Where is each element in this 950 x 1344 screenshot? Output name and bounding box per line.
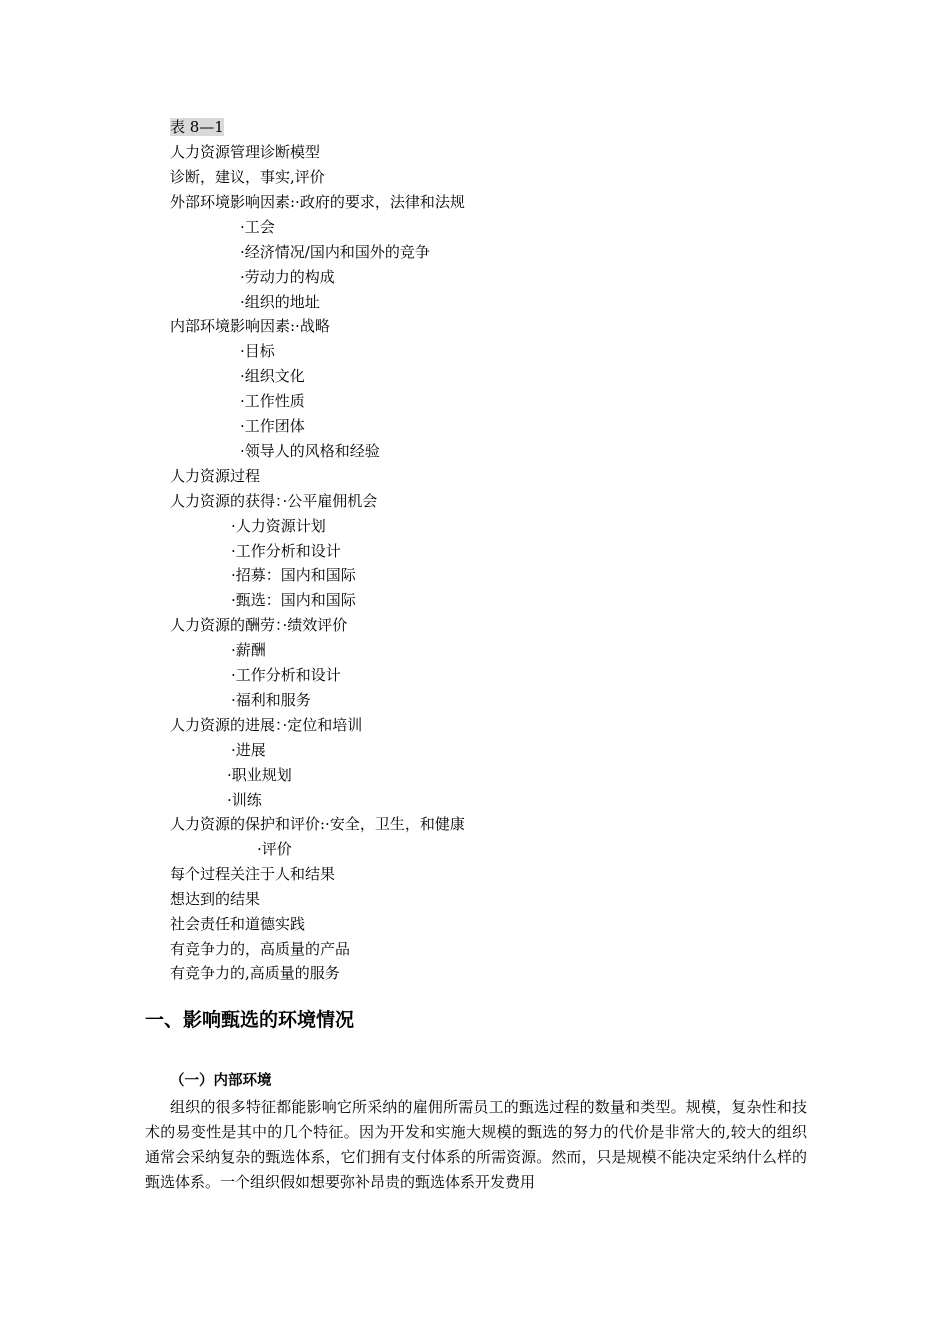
model-line: ·甄选：国内和国际 <box>231 591 356 609</box>
model-line: ·目标 <box>240 342 275 360</box>
model-line: 想达到的结果 <box>170 890 261 908</box>
table-caption-text: 表 8—1 <box>170 118 224 136</box>
model-line: 人力资源过程 <box>170 467 261 485</box>
body-paragraph: 组织的很多特征都能影响它所采纳的雇佣所需员工的甄选过程的数量和类型。规模，复杂性和技术的易变性是其中的几个特征。因为开发和实施大规模的甄选的努力的代价是非常大的,较大的组织通常会采纳复杂的甄选体系，它们拥有支付体系的所需资源。然而，只是规模不能决定采纳什么样的甄选体系。一个组织假如想要弥补昂贵的甄选体系开发费用 <box>145 1098 807 1191</box>
model-line: 有竞争力的,高质量的服务 <box>170 964 340 982</box>
model-line: ·工作性质 <box>240 392 305 410</box>
model-line: ·训练 <box>227 791 262 809</box>
model-line: ·职业规划 <box>227 766 292 784</box>
model-line: ·招募：国内和国际 <box>231 566 356 584</box>
model-line: 人力资源的保护和评价:·安全，卫生，和健康 <box>170 815 465 833</box>
model-line: 社会责任和道德实践 <box>170 915 306 933</box>
subsection-heading: （一）内部环境 <box>170 1073 272 1089</box>
model-line: ·工作分析和设计 <box>231 666 341 684</box>
model-line: ·进展 <box>231 741 266 759</box>
model-line: 每个过程关注于人和结果 <box>170 865 336 883</box>
model-line: 诊断，建议，事实,评价 <box>170 168 325 186</box>
model-line: ·经济情况/国内和国外的竞争 <box>240 243 430 261</box>
model-line: 有竞争力的，高质量的产品 <box>170 940 351 958</box>
model-line: 人力资源的获得：·公平雇佣机会 <box>170 492 378 510</box>
model-line: 人力资源的酬劳：·绩效评价 <box>170 616 348 634</box>
model-line: 内部环境影响因素:·战略 <box>170 317 330 335</box>
section-heading: 一、影响甄选的环境情况 <box>145 1009 355 1031</box>
model-line: ·福利和服务 <box>231 691 311 709</box>
model-line: ·人力资源计划 <box>231 517 326 535</box>
model-line: ·工会 <box>240 218 275 236</box>
model-line: ·组织的地址 <box>240 293 320 311</box>
model-line: ·劳动力的构成 <box>240 268 335 286</box>
model-line: ·工作分析和设计 <box>231 542 341 560</box>
model-line: 外部环境影响因素:·政府的要求，法律和法规 <box>170 193 465 211</box>
model-line: 人力资源的进展：·定位和培训 <box>170 716 363 734</box>
model-line: 人力资源管理诊断模型 <box>170 143 321 161</box>
model-line: ·评价 <box>257 840 292 858</box>
model-line: ·薪酬 <box>231 641 266 659</box>
model-line: ·领导人的风格和经验 <box>240 442 380 460</box>
table-caption <box>170 116 224 138</box>
model-line: ·组织文化 <box>240 367 305 385</box>
model-line: ·工作团体 <box>240 417 305 435</box>
